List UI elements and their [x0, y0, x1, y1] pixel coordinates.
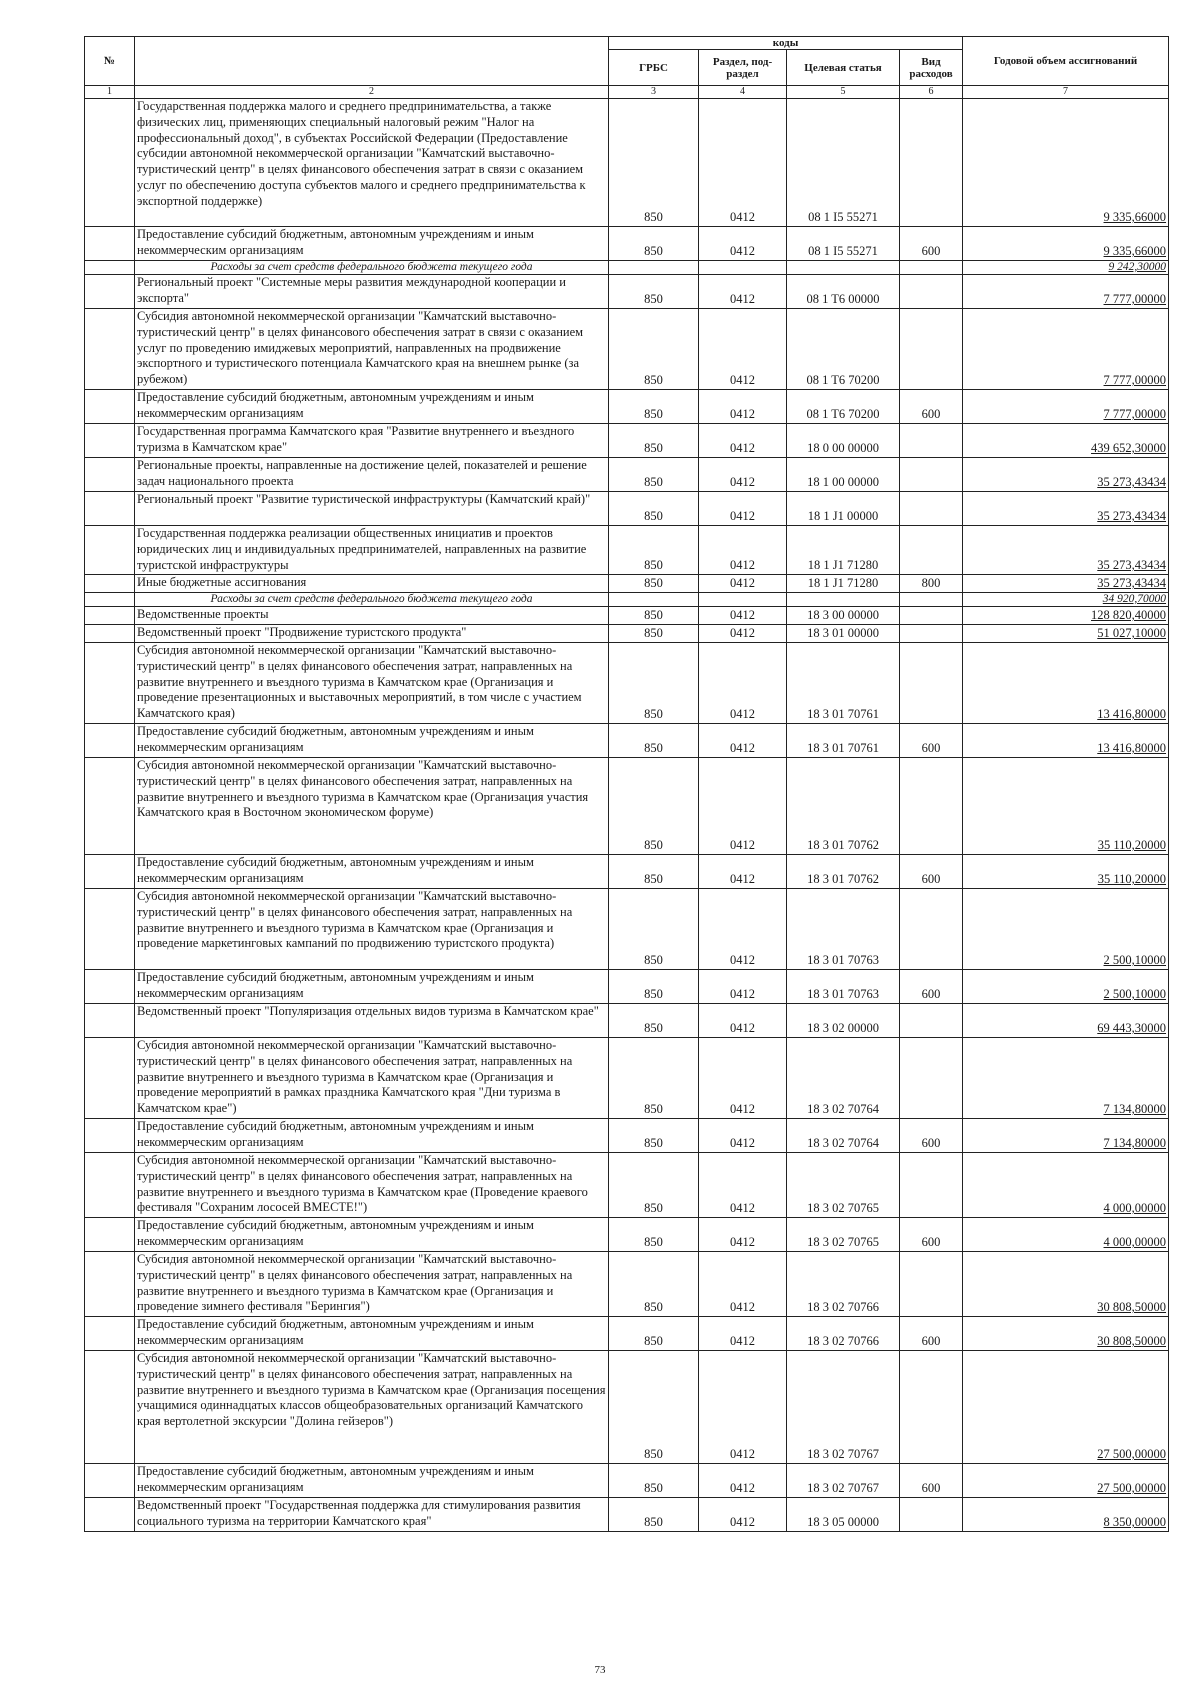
expense-type-cell	[900, 492, 963, 526]
row-name-cell: Предоставление субсидий бюджетным, автономным учреждениям и иным некоммерческим организациям	[135, 1464, 609, 1498]
column-number: 2	[135, 86, 609, 99]
target-cell: 08 1 I5 55271	[787, 227, 900, 261]
amount-cell	[963, 1119, 1169, 1153]
grbs-cell: 850	[609, 1498, 699, 1532]
target-cell: 08 1 I5 55271	[787, 99, 900, 227]
amount-value: 439 652,30000	[1091, 441, 1167, 456]
target-cell: 18 3 02 70764	[787, 1038, 900, 1119]
section-cell: 0412	[699, 424, 787, 458]
table-row	[85, 390, 1169, 424]
amount-value: 30 808,50000	[1097, 1334, 1167, 1349]
row-name-cell: Предоставление субсидий бюджетным, автономным учреждениям и иным некоммерческим организациям	[135, 390, 609, 424]
expense-type-cell: 600	[900, 855, 963, 889]
column-header-number: №	[85, 37, 135, 86]
section-cell: 0412	[699, 1498, 787, 1532]
amount-value: 9 242,30000	[1108, 261, 1167, 273]
column-header-target: Целевая статья	[787, 50, 900, 86]
row-name-cell: Ведомственный проект "Продвижение туристского продукта"	[135, 625, 609, 643]
row-name-cell: Субсидия автономной некоммерческой организации "Камчатский выставочно-туристический центр" в целях финансового обеспечения затрат, направленных на развитие внутреннего и въездного туризма в Камчатском крае (Организация и проведение зимнего фестиваля "Берингия")	[135, 1252, 609, 1317]
row-number-cell	[85, 492, 135, 526]
amount-value: 35 110,20000	[1097, 872, 1167, 887]
expense-type-cell	[900, 1252, 963, 1317]
row-name-cell: Расходы за счет средств федерального бюджета текущего года	[135, 261, 609, 275]
amount-value: 7 777,00000	[1103, 407, 1167, 422]
expense-type-cell	[900, 889, 963, 970]
row-number-cell	[85, 458, 135, 492]
expense-type-cell	[900, 526, 963, 575]
section-cell: 0412	[699, 643, 787, 724]
amount-value: 7 777,00000	[1103, 373, 1167, 388]
row-number-cell	[85, 593, 135, 607]
target-cell: 18 3 02 70767	[787, 1464, 900, 1498]
table-row	[85, 1218, 1169, 1252]
row-name-cell: Субсидия автономной некоммерческой организации "Камчатский выставочно-туристический центр" в целях финансового обеспечения затрат в связи с оказанием услуг по проведению имиджевых мероприятий, направленных на продвижение экспортного и туристического потенциала Камчатского края на внешнем рынке (за рубежом)	[135, 309, 609, 390]
amount-value: 69 443,30000	[1097, 1021, 1167, 1036]
section-cell: 0412	[699, 390, 787, 424]
section-cell: 0412	[699, 625, 787, 643]
amount-value: 35 273,43434	[1097, 509, 1167, 524]
row-number-cell	[85, 99, 135, 227]
column-group-codes: коды	[609, 37, 963, 50]
amount-cell	[963, 227, 1169, 261]
grbs-cell: 850	[609, 1038, 699, 1119]
amount-cell	[963, 724, 1169, 758]
section-cell: 0412	[699, 526, 787, 575]
row-number-cell	[85, 1317, 135, 1351]
grbs-cell	[609, 261, 699, 275]
section-cell: 0412	[699, 1004, 787, 1038]
amount-cell	[963, 1252, 1169, 1317]
expense-type-cell: 600	[900, 970, 963, 1004]
section-cell: 0412	[699, 1218, 787, 1252]
row-number-cell	[85, 625, 135, 643]
expense-type-cell: 800	[900, 575, 963, 593]
grbs-cell: 850	[609, 1252, 699, 1317]
target-cell: 18 3 05 00000	[787, 1498, 900, 1532]
table-row	[85, 1351, 1169, 1464]
row-number-cell	[85, 424, 135, 458]
budget-table	[84, 36, 1169, 1532]
section-cell: 0412	[699, 99, 787, 227]
row-number-cell	[85, 1498, 135, 1532]
amount-value: 13 416,80000	[1097, 741, 1167, 756]
section-cell: 0412	[699, 1252, 787, 1317]
grbs-cell: 850	[609, 1351, 699, 1464]
column-number: 7	[963, 86, 1169, 99]
row-name-cell: Предоставление субсидий бюджетным, автономным учреждениям и иным некоммерческим организациям	[135, 970, 609, 1004]
grbs-cell: 850	[609, 889, 699, 970]
budget-table-page	[84, 36, 1168, 1532]
row-name-cell: Предоставление субсидий бюджетным, автономным учреждениям и иным некоммерческим организациям	[135, 855, 609, 889]
amount-cell	[963, 625, 1169, 643]
table-row	[85, 1498, 1169, 1532]
section-cell: 0412	[699, 1119, 787, 1153]
section-cell: 0412	[699, 889, 787, 970]
amount-cell	[963, 99, 1169, 227]
section-cell: 0412	[699, 1153, 787, 1218]
table-row	[85, 855, 1169, 889]
row-number-cell	[85, 1153, 135, 1218]
section-cell: 0412	[699, 1464, 787, 1498]
amount-cell	[963, 1038, 1169, 1119]
grbs-cell: 850	[609, 1317, 699, 1351]
row-name-cell: Предоставление субсидий бюджетным, автономным учреждениям и иным некоммерческим организациям	[135, 227, 609, 261]
row-name-cell: Ведомственный проект "Популяризация отдельных видов туризма в Камчатском крае"	[135, 1004, 609, 1038]
grbs-cell: 850	[609, 855, 699, 889]
target-cell: 18 3 01 70763	[787, 970, 900, 1004]
amount-value: 35 110,20000	[1097, 838, 1167, 853]
section-cell: 0412	[699, 724, 787, 758]
table-row	[85, 643, 1169, 724]
row-number-cell	[85, 643, 135, 724]
section-cell: 0412	[699, 492, 787, 526]
column-number: 6	[900, 86, 963, 99]
expense-type-cell: 600	[900, 1464, 963, 1498]
amount-cell	[963, 390, 1169, 424]
grbs-cell: 850	[609, 625, 699, 643]
grbs-cell: 850	[609, 1464, 699, 1498]
target-cell: 18 3 02 00000	[787, 1004, 900, 1038]
amount-cell	[963, 855, 1169, 889]
expense-type-cell	[900, 424, 963, 458]
target-cell: 18 1 J1 00000	[787, 492, 900, 526]
expense-type-cell: 600	[900, 1119, 963, 1153]
row-number-cell	[85, 889, 135, 970]
amount-value: 7 777,00000	[1103, 292, 1167, 307]
target-cell: 18 3 02 70767	[787, 1351, 900, 1464]
row-name-cell: Субсидия автономной некоммерческой организации "Камчатский выставочно-туристический центр" в целях финансового обеспечения затрат, направленных на развитие внутреннего и въездного туризма в Камчатском крае (Организация участия Камчатского края в Восточном экономическом форуме)	[135, 758, 609, 855]
row-name-cell: Предоставление субсидий бюджетным, автономным учреждениям и иным некоммерческим организациям	[135, 1317, 609, 1351]
grbs-cell: 850	[609, 1218, 699, 1252]
column-number: 5	[787, 86, 900, 99]
row-name-cell: Субсидия автономной некоммерческой организации "Камчатский выставочно-туристический центр" в целях финансового обеспечения затрат, направленных на развитие внутреннего и въездного туризма в Камчатском крае (Проведение краевого фестиваля "Сохраним лососей ВМЕСТЕ!")	[135, 1153, 609, 1218]
expense-type-cell	[900, 99, 963, 227]
row-name-cell: Субсидия автономной некоммерческой организации "Камчатский выставочно-туристический центр" в целях финансового обеспечения затрат, направленных на развитие внутреннего и въездного туризма в Камчатском крае (Организация и проведение мероприятий в рамках праздника Камчатского края "Дни туризма в Камчатском крае")	[135, 1038, 609, 1119]
amount-cell	[963, 889, 1169, 970]
expense-type-cell	[900, 309, 963, 390]
amount-value: 9 335,66000	[1103, 244, 1167, 259]
table-row	[85, 99, 1169, 227]
row-number-cell	[85, 1038, 135, 1119]
grbs-cell: 850	[609, 724, 699, 758]
grbs-cell: 850	[609, 758, 699, 855]
target-cell: 18 1 J1 71280	[787, 526, 900, 575]
row-number-cell	[85, 1351, 135, 1464]
expense-type-cell	[900, 607, 963, 625]
section-cell: 0412	[699, 1317, 787, 1351]
amount-cell	[963, 261, 1169, 275]
row-number-cell	[85, 724, 135, 758]
section-cell: 0412	[699, 758, 787, 855]
target-cell: 18 1 00 00000	[787, 458, 900, 492]
row-number-cell	[85, 1252, 135, 1317]
amount-value: 34 920,70000	[1102, 593, 1167, 605]
target-cell	[787, 593, 900, 607]
expense-type-cell: 600	[900, 1218, 963, 1252]
grbs-cell	[609, 593, 699, 607]
expense-type-cell	[900, 261, 963, 275]
amount-cell	[963, 1317, 1169, 1351]
column-header-grbs: ГРБС	[609, 50, 699, 86]
column-header-amount: Годовой объем ассигнований	[963, 37, 1169, 86]
section-cell: 0412	[699, 855, 787, 889]
amount-cell	[963, 643, 1169, 724]
amount-cell	[963, 1464, 1169, 1498]
expense-type-cell	[900, 593, 963, 607]
amount-cell	[963, 1004, 1169, 1038]
row-number-cell	[85, 575, 135, 593]
column-number: 4	[699, 86, 787, 99]
target-cell: 18 3 01 70763	[787, 889, 900, 970]
amount-value: 128 820,40000	[1091, 608, 1167, 623]
row-number-cell	[85, 526, 135, 575]
table-row	[85, 275, 1169, 309]
amount-value: 35 273,43434	[1097, 475, 1167, 490]
target-cell: 08 1 T6 70200	[787, 309, 900, 390]
target-cell: 18 3 02 70765	[787, 1218, 900, 1252]
target-cell: 18 3 01 00000	[787, 625, 900, 643]
grbs-cell: 850	[609, 424, 699, 458]
table-row	[85, 575, 1169, 593]
grbs-cell: 850	[609, 492, 699, 526]
amount-value: 35 273,43434	[1097, 576, 1167, 591]
section-cell: 0412	[699, 227, 787, 261]
grbs-cell: 850	[609, 643, 699, 724]
amount-cell	[963, 1351, 1169, 1464]
federal-funds-row	[85, 261, 1169, 275]
grbs-cell: 850	[609, 99, 699, 227]
amount-value: 30 808,50000	[1097, 1300, 1167, 1315]
row-name-cell: Субсидия автономной некоммерческой организации "Камчатский выставочно-туристический центр" в целях финансового обеспечения затрат, направленных на развитие внутреннего и въездного туризма в Камчатском крае (Организация и проведение презентационных и выставочных мероприятий, в том числе с участием Камчатского края)	[135, 643, 609, 724]
row-number-cell	[85, 1218, 135, 1252]
section-cell: 0412	[699, 1351, 787, 1464]
expense-type-cell	[900, 1153, 963, 1218]
table-row	[85, 1317, 1169, 1351]
amount-value: 2 500,10000	[1103, 953, 1167, 968]
expense-type-cell: 600	[900, 227, 963, 261]
expense-type-cell	[900, 1004, 963, 1038]
target-cell	[787, 261, 900, 275]
section-cell: 0412	[699, 575, 787, 593]
target-cell: 18 0 00 00000	[787, 424, 900, 458]
expense-type-cell: 600	[900, 1317, 963, 1351]
table-row	[85, 227, 1169, 261]
section-cell: 0412	[699, 458, 787, 492]
target-cell: 18 1 J1 71280	[787, 575, 900, 593]
target-cell: 18 3 02 70766	[787, 1317, 900, 1351]
grbs-cell: 850	[609, 1153, 699, 1218]
table-row	[85, 424, 1169, 458]
row-name-cell: Предоставление субсидий бюджетным, автономным учреждениям и иным некоммерческим организациям	[135, 1218, 609, 1252]
section-cell: 0412	[699, 1038, 787, 1119]
table-row	[85, 607, 1169, 625]
column-number: 1	[85, 86, 135, 99]
row-name-cell: Государственная поддержка реализации общественных инициатив и проектов юридических лиц и индивидуальных предпринимателей, направленных на развитие туристской инфраструктуры	[135, 526, 609, 575]
amount-cell	[963, 1153, 1169, 1218]
table-header	[85, 37, 1169, 99]
amount-cell	[963, 492, 1169, 526]
row-name-cell: Иные бюджетные ассигнования	[135, 575, 609, 593]
amount-cell	[963, 275, 1169, 309]
expense-type-cell: 600	[900, 390, 963, 424]
column-header-section: Раздел, под-раздел	[699, 50, 787, 86]
amount-cell	[963, 607, 1169, 625]
amount-value: 8 350,00000	[1103, 1515, 1167, 1530]
amount-cell	[963, 758, 1169, 855]
target-cell: 18 3 01 70762	[787, 855, 900, 889]
grbs-cell: 850	[609, 1004, 699, 1038]
amount-value: 27 500,00000	[1097, 1481, 1167, 1496]
amount-cell	[963, 593, 1169, 607]
amount-cell	[963, 1218, 1169, 1252]
row-number-cell	[85, 855, 135, 889]
amount-value: 2 500,10000	[1103, 987, 1167, 1002]
table-row	[85, 1252, 1169, 1317]
expense-type-cell	[900, 758, 963, 855]
grbs-cell: 850	[609, 309, 699, 390]
row-name-cell: Региональный проект "Системные меры развития международной кооперации и экспорта"	[135, 275, 609, 309]
expense-type-cell: 600	[900, 724, 963, 758]
row-name-cell: Ведомственные проекты	[135, 607, 609, 625]
table-row	[85, 1038, 1169, 1119]
grbs-cell: 850	[609, 607, 699, 625]
grbs-cell: 850	[609, 526, 699, 575]
target-cell: 18 3 01 70762	[787, 758, 900, 855]
row-name-cell: Предоставление субсидий бюджетным, автономным учреждениям и иным некоммерческим организациям	[135, 724, 609, 758]
amount-value: 51 027,10000	[1097, 626, 1167, 641]
target-cell: 18 3 02 70766	[787, 1252, 900, 1317]
section-cell: 0412	[699, 275, 787, 309]
row-number-cell	[85, 970, 135, 1004]
grbs-cell: 850	[609, 1119, 699, 1153]
table-body	[85, 99, 1169, 1532]
table-row	[85, 625, 1169, 643]
row-number-cell	[85, 275, 135, 309]
expense-type-cell	[900, 1038, 963, 1119]
expense-type-cell	[900, 458, 963, 492]
row-number-cell	[85, 309, 135, 390]
section-cell	[699, 593, 787, 607]
expense-type-cell	[900, 275, 963, 309]
target-cell: 18 3 01 70761	[787, 724, 900, 758]
target-cell: 18 3 02 70764	[787, 1119, 900, 1153]
grbs-cell: 850	[609, 575, 699, 593]
table-row	[85, 526, 1169, 575]
table-row	[85, 458, 1169, 492]
grbs-cell: 850	[609, 458, 699, 492]
expense-type-cell	[900, 625, 963, 643]
table-row	[85, 1119, 1169, 1153]
amount-value: 4 000,00000	[1103, 1235, 1167, 1250]
row-name-cell: Субсидия автономной некоммерческой организации "Камчатский выставочно-туристический центр" в целях финансового обеспечения затрат, направленных на развитие внутреннего и въездного туризма в Камчатском крае (Организация посещения учащимися одиннадцатых классов общеобразовательных организаций Камчатского края вертолетной экскурсии "Долина гейзеров")	[135, 1351, 609, 1464]
grbs-cell: 850	[609, 227, 699, 261]
row-number-cell	[85, 1004, 135, 1038]
row-number-cell	[85, 390, 135, 424]
amount-cell	[963, 424, 1169, 458]
table-row	[85, 492, 1169, 526]
table-row	[85, 970, 1169, 1004]
amount-value: 7 134,80000	[1103, 1102, 1167, 1117]
amount-value: 7 134,80000	[1103, 1136, 1167, 1151]
row-number-cell	[85, 261, 135, 275]
row-name-cell: Государственная программа Камчатского края "Развитие внутреннего и въездного туризма в Камчатском крае"	[135, 424, 609, 458]
row-number-cell	[85, 758, 135, 855]
section-cell: 0412	[699, 309, 787, 390]
grbs-cell: 850	[609, 275, 699, 309]
column-header-type: Вид расходов	[900, 50, 963, 86]
expense-type-cell	[900, 1351, 963, 1464]
row-name-cell: Ведомственный проект "Государственная поддержка для стимулирования развития социального туризма на территории Камчатского края"	[135, 1498, 609, 1532]
table-row	[85, 724, 1169, 758]
amount-value: 9 335,66000	[1103, 210, 1167, 225]
column-number-row	[85, 86, 1169, 99]
amount-value: 27 500,00000	[1097, 1447, 1167, 1462]
table-row	[85, 1004, 1169, 1038]
grbs-cell: 850	[609, 390, 699, 424]
grbs-cell: 850	[609, 970, 699, 1004]
section-cell	[699, 261, 787, 275]
row-name-cell: Расходы за счет средств федерального бюджета текущего года	[135, 593, 609, 607]
table-row	[85, 309, 1169, 390]
row-name-cell: Предоставление субсидий бюджетным, автономным учреждениям и иным некоммерческим организациям	[135, 1119, 609, 1153]
amount-value: 13 416,80000	[1097, 707, 1167, 722]
target-cell: 08 1 T6 70200	[787, 390, 900, 424]
table-row	[85, 758, 1169, 855]
target-cell: 18 3 01 70761	[787, 643, 900, 724]
row-name-cell: Региональный проект "Развитие туристической инфраструктуры (Камчатский край)"	[135, 492, 609, 526]
row-number-cell	[85, 1119, 135, 1153]
amount-cell	[963, 1498, 1169, 1532]
section-cell: 0412	[699, 970, 787, 1004]
column-header-name	[135, 37, 609, 86]
row-number-cell	[85, 607, 135, 625]
row-name-cell: Региональные проекты, направленные на достижение целей, показателей и решение задач национального проекта	[135, 458, 609, 492]
table-row	[85, 889, 1169, 970]
amount-value: 4 000,00000	[1103, 1201, 1167, 1216]
section-cell: 0412	[699, 607, 787, 625]
amount-cell	[963, 458, 1169, 492]
target-cell: 18 3 02 70765	[787, 1153, 900, 1218]
row-name-cell: Государственная поддержка малого и среднего предпринимательства, а также физических лиц, применяющих специальный налоговый режим "Налог на профессиональный доход", в субъектах Российской Федерации (Предоставление субсидии автономной некоммерческой организации "Камчатский выставочно-туристический центр" в целях финансового обеспечения затрат в связи с оказанием услуг по обеспечению доступа субъектов малого и среднего предпринимательства к экспортной поддержке)	[135, 99, 609, 227]
federal-funds-row	[85, 593, 1169, 607]
row-number-cell	[85, 1464, 135, 1498]
expense-type-cell	[900, 1498, 963, 1532]
expense-type-cell	[900, 643, 963, 724]
table-row	[85, 1153, 1169, 1218]
row-name-cell: Субсидия автономной некоммерческой организации "Камчатский выставочно-туристический центр" в целях финансового обеспечения затрат, направленных на развитие внутреннего и въездного туризма в Камчатском крае (Организация и проведение маркетинговых кампаний по продвижению туристского продукта)	[135, 889, 609, 970]
amount-cell	[963, 526, 1169, 575]
row-number-cell	[85, 227, 135, 261]
table-row	[85, 1464, 1169, 1498]
page-number: 73	[594, 1664, 606, 1676]
target-cell: 18 3 00 00000	[787, 607, 900, 625]
target-cell: 08 1 T6 00000	[787, 275, 900, 309]
amount-cell	[963, 575, 1169, 593]
amount-cell	[963, 970, 1169, 1004]
amount-value: 35 273,43434	[1097, 558, 1167, 573]
column-number: 3	[609, 86, 699, 99]
amount-cell	[963, 309, 1169, 390]
